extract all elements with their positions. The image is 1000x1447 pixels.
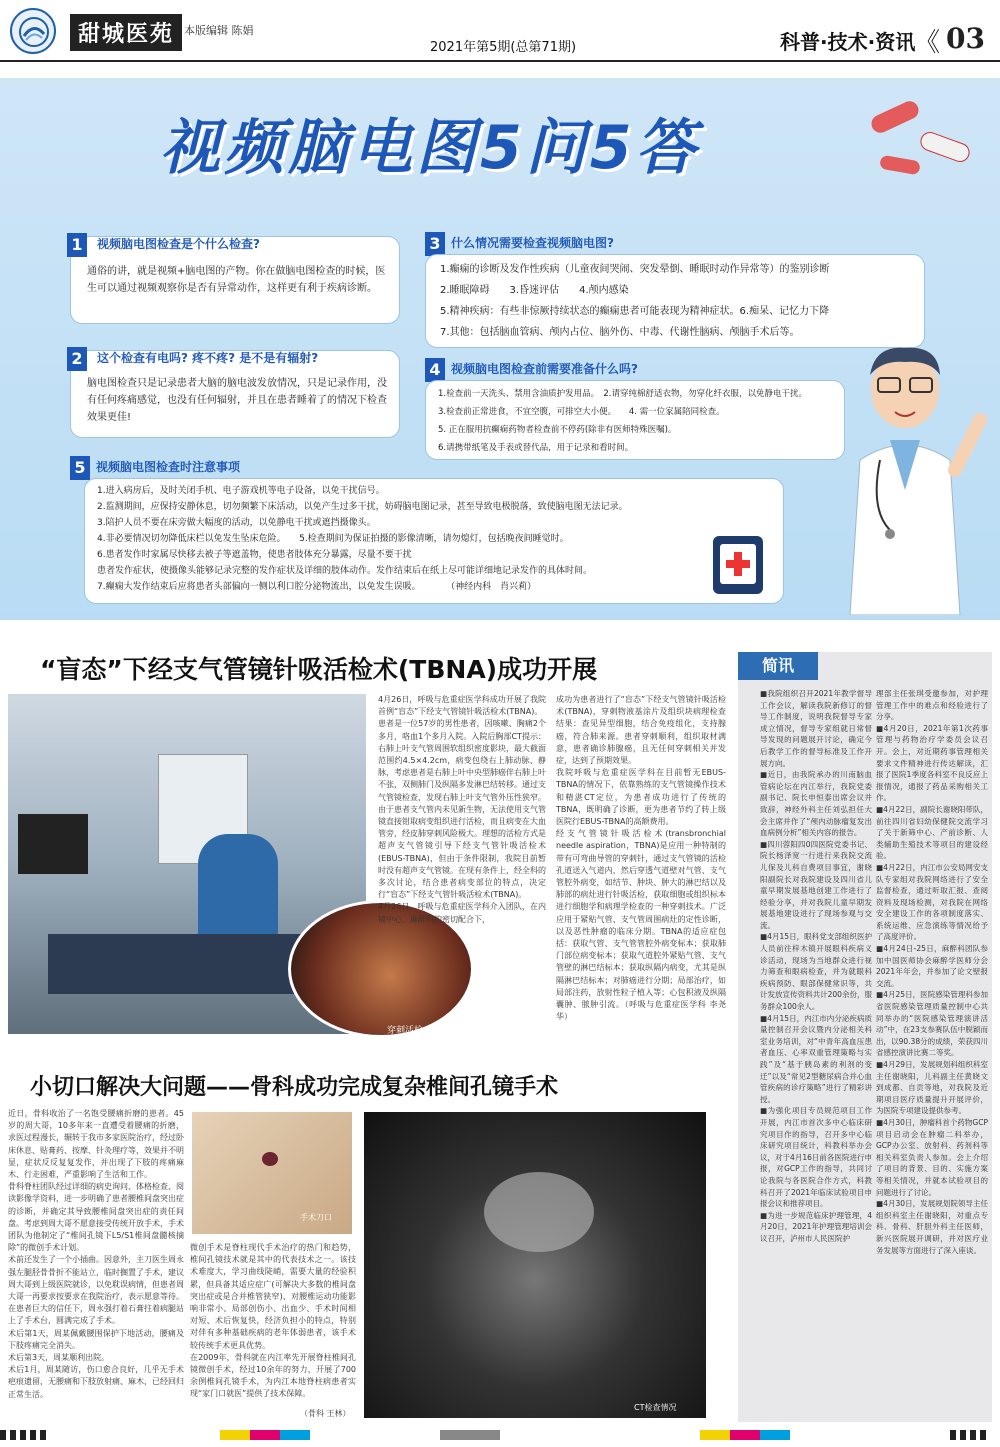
q5-card [84,478,784,604]
editor-credit: 本版编辑 陈娟 [184,24,254,37]
publication-title: 甜城医苑 [70,14,182,51]
q2-number: 2 [67,347,87,371]
ct-scan-photo [364,1112,706,1418]
q5-block [70,456,790,606]
infographic-title: 视频脑电图5问5答 [160,113,700,183]
q4-line: 3.检查前正常进食，不宜空腹，可排空大小便。 4. 需一位家属陪同检查。 [438,407,725,417]
pills-icon [850,88,990,198]
article2-byline: （骨科 王林） [300,1409,351,1418]
patient-bed [48,934,308,994]
incision-caption: 手术刀口 [300,1213,332,1222]
q3-number: 3 [425,232,445,256]
issue-number: 2021年第5期(总第71期) [430,40,577,55]
hospital-logo [10,8,56,54]
q3-line: 5.精神疾病：有些非惊厥持续状态的癫痫患者可能表现为精神症状。6.痴呆、记忆力下降 [440,306,830,317]
q4-card [425,380,845,460]
medical-kit-icon [708,528,768,598]
q3-title: 什么情况需要检查视频脑电图? [451,236,614,250]
article2-headline: 小切口解决大问题——骨科成功完成复杂椎间孔镜手术 [30,1075,559,1100]
q5-line: 3.陪护人员不要在床旁做大幅度的活动，以免静电干扰或遮挡摄像头。 [97,518,376,528]
article1-col2: 成功为患者进行了“盲态”下经支气管镜针吸活检术(TBNA)，穿刺物液基涂片及组织块病理检查结果：查见异型细胞，结合免疫组化，支持腺癌，符合肺来源。患者穿刺顺利，组织取材满意，患者确诊肺腺癌，且无任何穿刺相关并发症，达到了预期效果。 我院呼吸与危重症医学科在目前暂无EBUS-TBNA的情况下，依靠熟练的支气管镜操作技术和精湛CT定位，为患者成功进行了传统的TBNA，既明确了诊断，更为患者节约了转上级医院行EBUS-TBNA的高额费用。 经支气管镜针吸活检术(transbronchial needle aspiration，TBNA)是应用一种特制的带有可弯曲导管的穿刺针，通过支气管镜的活检孔道送入气道内，然后穿透气道壁对气管、支气管腔外病变，如结节、肿块、肿大的淋巴结以及肺部的病灶进行针吸活检，获取细胞或组织标本进行细胞学和病理学检查的一种穿刺技术。广泛应用于紧贴气管、支气管周围病灶的定性诊断，以及恶性肿瘤的临床分期。TBNA的适应症包括：获取气管、支气管管腔外病变标本；获取肺门部位病变标本；获取气道腔外紧贴气管、支气管壁的淋巴结标本；获取纵隔内病变，尤其是纵隔淋巴结标本；对肺癌进行分期；局部治疗，如局部注药，放射性粒子植入等；心包积液及纵隔囊肿、脓肿引流。（呼吸与危重症医学科 李尧华） [556,695,726,1022]
q4-line: 5. 正在服用抗癫痫药物者检查前不停药(除非有医师特殊医嘱)。 [438,425,677,435]
inset-caption: 穿刺活检 [387,1026,424,1036]
q4-line: 6.请携带纸笔及手表或替代品，用于记录和看时间。 [438,443,634,453]
q2-text: 脑电图检查只是记录患者大脑的脑电波发放情况，只是记录作用，没有任何疼痛感觉，也没有任何辐射，并且在患者睡着了的情况下检查效果更佳! [87,378,387,423]
q3-line: 1.癫痫的诊断及发作性疾病（儿童夜间哭闹、突发晕倒、睡眠时动作异常等）的鉴别诊断 [440,264,830,275]
q4-block [425,358,845,458]
q5-line: 患者发作症状，使摄像头能够记录完整的发作症状及详细的肢体动作。发作结束后在纸上尽可能详细地记录发作的具体时间。 [97,566,593,576]
q4-number: 4 [425,358,445,382]
q3-block [425,232,925,342]
q5-line: 4.非必要情况切勿降低床栏以免发生坠床危险。 5.检查期间为保证拍摄的影像清晰，请勿熄灯，包括晚夜间睡觉时。 [97,534,569,544]
article2-col2: 微创手术是脊柱现代手术治疗的热门和趋势，椎间孔镜技术就是其中的代表技术之一。该技术难度大，学习曲线陡峭，需要大量的经验积累，但具备其适应症广(可解决大多数的椎间盘突出症或是合并椎管狭窄)、对腰椎运动功能影响非常小、局部创伤小、出血少、手术时间相对短、术后恢复快，经济负担小的特点，特别对伴有多种基础疾病的老年体弱患者，该手术较传统手术更具优势。 在2009年，骨科就在内江率先开展脊柱椎间孔镜微创手术，经过10余年的努力，开展了700余例椎间孔镜手术，为内江本地脊柱病患者实现“家门口就医”提供了技术保障。 [190,1243,356,1399]
ct-caption: CT检查情况 [634,1403,677,1412]
page-number: 03 [946,22,985,55]
q2-title: 这个检查有电吗? 疼不疼? 是不是有辐射? [97,351,319,365]
q5-line: 2.监测期间，应保持安静休息，切勿频繁下床活动，以免产生过多干扰，妨碍脑电图记录，甚至导致电极脱落，致使脑电图无法记录。 [97,502,628,512]
sidebar-col1: ■我院组织召开2021年教学督导工作会议，解读我院新修订的督导工作制度，说明我院督导专家成立情况，督导专家组就日常督导发现的问题展开讨论，确定今后教学工作的督导标准及工作开展方向。 ■近日，由我院承办的川南脑血管病论坛在内江举行，我院党委副书记、院长申恒泰出席会议并致辞，神经外科主任刘弘担任大会主席并作了“颅内动脉瘤复发出血病例分析”相关内容的报告。 ■四川蓉阳四0四医院党委书记、院长杨泽宽一行进行来我院交流儿保及儿科自费项目事宜，谢晓阳副院长对我院建设及四川省儿童早期发展基地创建工作进行了经验分享，并对我院儿童早期发展基地建设进行了现场参观与交流。 ■4月15日，眼科党支部组织医护人员前往梓木镇开展眼科疾病义诊活动，现场为当地群众进行视力筛查和眼病检查，并为就眼科疾病预防、眼部保健常识等，共计发放宣传资料共计200余份，服务群众100余人。 ■4月15日，内江市内分泌疾病质量控制召开会议暨内分泌相关科室业务培训，对“中青年高血压患者血压、心率双重管理策略与实践”及“基于胰岛素的利剂的变迁”以及“常见2型糖尿病合并心血管疾病的诊疗策略”进行了精彩讲授。 ■为强化项目专员规范项目工作开展，内江市首次多中心临床研究项目作的指导，召开多中心临床研究项目统计，科教科举办会议，对于4月16日前各医院进行申报，对GCP工作的指导，共同讨论我院与各医院合作方式，科教科召开了2021年临床试验项目申报会议和推荐项目。 ■为进一步规范临床护理管理，4月20日，2021年护理管理培训会议召开，泸州市人民医院护 [760,689,872,1243]
news-briefs-title: 简讯 [738,652,818,680]
page-header [0,0,1000,62]
q5-line: 1.进入病房后，及时关闭手机、电子游戏机等电子设备，以免干扰信号。 [97,486,385,496]
print-color-bar [0,1426,1000,1443]
q5-line: 6.患者发作时家属尽快移去被子等遮盖物，使患者肢体充分暴露，尽量不要干扰 [97,550,412,560]
vertebra-shape [484,1172,594,1252]
q1-title: 视频脑电图检查是个什么检查? [97,237,260,251]
q5-title: 视频脑电图检查时注意事项 [96,460,241,474]
doctor-illustration [820,330,990,615]
q1-number: 1 [67,233,87,257]
q3-line: 2.睡眠障碍 3.昏迷评估 4.颅内感染 [440,285,629,296]
incision-mark [262,1152,278,1166]
article1-headline: “盲态”下经支气管镜针吸活检术(TBNA)成功开展 [40,655,598,684]
section-title: 科普·技术·资讯 [780,30,916,54]
q1-text: 通俗的讲，就是视频+脑电图的产物。你在做脑电图检查的时候，医生可以通过视频观察你是否有异常动作，这样更有利于疾病诊断。 [87,266,386,294]
q3-line: 7.其他：包括脑血管病、颅内占位、脑外伤、中毒、代谢性脑病、颅脑手术后等。 [440,327,800,338]
q2-card [70,350,400,438]
chevron-left-icon: 《 [914,28,941,58]
incision-photo [192,1112,352,1234]
sidebar-col2: 理部主任张琪受邀参加，对护理管理工作中的难点和经验进行了分享。 ■4月20日，2021年第1次药事管理与药物治疗学委员会议召开。会上，对近期药事管理相关要求文件精神进行传达解读，汇报了医院1季度各科室不良反应上报情况，通报了药品采购相关工作。 ■4月22日，副院长谢晓阳带队，前往四川省妇幼保健院交流学习了关于新筛中心、产前诊断、人类辅助生殖技术等项目的建设经验。 ■4月22日，内江市公安局网安支队专家组对我院网络进行了安全监督检查，通过听取汇报、查阅资料及现场检测，对我院在网络安全建设工作的各项制度落实、系统运维、应急演练等情况给予了高度评价。 ■4月24日-25日，麻醉科团队参加中国医师协会麻醉学医师分会2021年年会，并参加了论文壁报交流。 ■4月25日，医院感染管理科参加省医院感染管理质量控制中心共同举办的“医院感染管理演讲活动”中，在23支参赛队伍中脱颖而出，以90.38分的成绩，荣获四川省感控演讲比赛二等奖。 ■4月29日，发展规划科组织科室主任谢晓阳，儿科副主任黄晓文到成都、自贡等地，对我院及近期项目医疗质量提升开展评价，为医院专项建设提供参考。 ■4月30日，肿瘤科首个药物GCP项目启动会在肿瘤二科举办，GCP办公室、放射科、药剂科等相关科室负责人参加。会上介绍了项目的背景、目的、实施方案等相关情况，并就本试验项目的问题进行了讨论。 ■4月30日，发展规划院领导主任组织科室主任谢晓阳，对重点专科、骨科、肝胆外科主任医师，新兴医院展开调研，并对医疗业务发展等方面进行了深入座谈。 [876,689,988,1255]
q1-card [70,236,400,324]
article1-col1: 4月26日，呼吸与危重症医学科成功开展了我院首例“盲态”下经支气管镜针吸活检术(TBNA)。 患者是一位57岁的男性患者，因咳嗽、胸痛2个多月，咯血1个多月入院。入院后胸部CT提示：右肺上叶支气管周围软组织密度影块，最大截面范围约4.5×4.2cm，病变包绕右上肺动脉、静脉，考虑患者是右肺上叶中央型肺癌伴右肺上叶不张，双侧肺门及纵隔多发淋巴结转移。通过支气管镜检查，发现右肺上叶支气管外压性狭窄。 由于患者支气管内未见新生物，无法使用支气管镜直接钳取病变组织进行活检，而且病变在大血管旁，经皮肺穿刺风险极大。理想的活检方式是超声支气管镜引导下经支气管针吸活检术(EBUS-TBNA)，但由于条件限制，我院目前暂时没有超声支气管镜。在现有条件上，经全科的多次讨论，结合患者病变部位的特点，决定行“盲态”下经支气管针吸活检术(TBNA)。 4月26日，呼吸与危重症医学科介入团队，在内镜中心、麻醉科的密切配合下， [378,695,546,924]
q5-line: 7.癫痫大发作结束后应将患者头部偏向一侧以利口腔分泌物流出，以免发生误吸。 [97,582,421,592]
q4-line: 1.检查前一天洗头、禁用含油质护发用品。 2.请穿纯棉舒适衣物，勿穿化纤衣服，以免静电干扰。 [438,389,807,399]
q5-number: 5 [70,456,90,480]
article2-col1: 近日，骨科收治了一名饱受腰痛折磨的患者。45岁的周大哥，10多年来一直遭受着腰痛的折磨，求医过程漫长，辗转于我市多家医院治疗，经过卧床休息、贴膏药、按摩、针灸理疗等，效果并不明显，症状反反复复发作，并出现了下肢的疼痛麻木、行走困难，严重影响了生活和工作。 骨科脊柱团队经过详细的病史询问、体格检查、阅读影像学资料，进一步明确了患者腰椎间盘突出症的诊断，并确定其导致腰椎间盘突出症的责任间盘。考虑到周大哥不愿意接受传统开放手术，手术团队为他制定了“椎间孔镜下L5/S1椎间盘髓核摘除”的微创手术计划。 术前还发生了一个小插曲。因意外，主刀医生周永强左腿胫骨骨折不能站立，临时搁置了手术，建议周大哥到上级医院就诊，以免耽误病情，但患者周大哥一再要求按要求在我院治疗，表示愿意等待。在患者巨大的信任下，周永强打着石膏拄着病腿站上了手术台，圆满完成了手术。 术后第1天，周某佩戴腰围保护下地活动，腰痛及下肢疼痛完全消失。 术后第3天，周某顺利出院。 术后1月，周某随访，伤口愈合良好，几乎无手术疤痕遗留，无腰痛和下肢放射痛、麻木，已经回归正常生活。 [8,1109,184,1399]
q5-byline: （神经内科 肖兴莉） [450,582,537,592]
q4-title: 视频脑电图检查前需要准备什么吗? [451,362,638,376]
q5-line [97,579,771,595]
endoscope-monitor [18,814,88,874]
